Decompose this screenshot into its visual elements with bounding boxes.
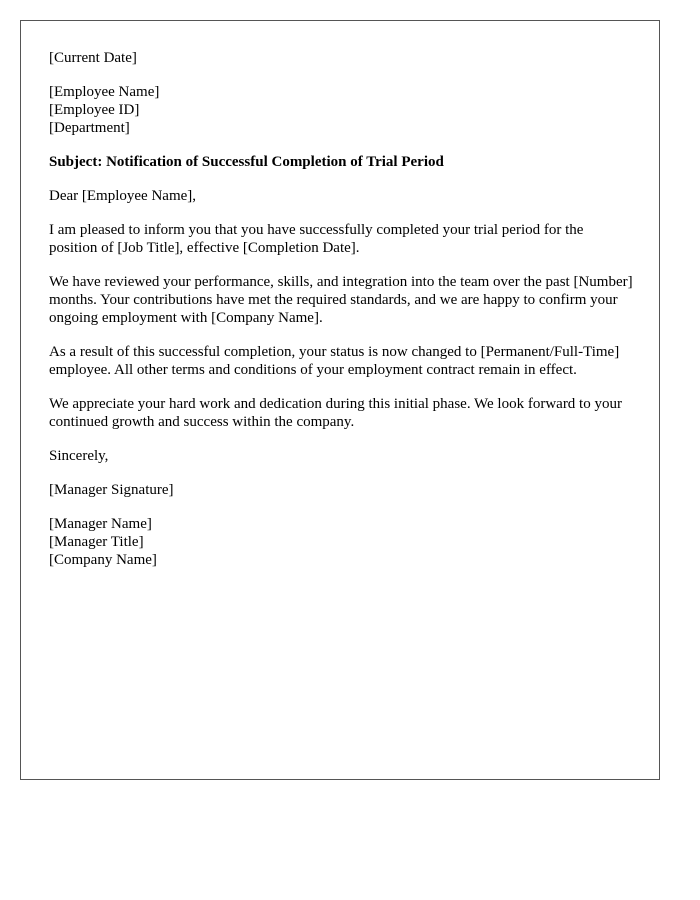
letter-content: [49, 49, 634, 585]
recipient-department: [Department]: [49, 120, 130, 136]
body-paragraph-1: I am pleased to inform you that you have successfully completed your trial period for the position of [Job Title], effective [Completion Date].: [49, 222, 584, 256]
sender-company: [Company Name]: [49, 552, 157, 568]
salutation: Dear [Employee Name],: [49, 188, 197, 204]
sender-block: [49, 515, 634, 569]
body-paragraph-2: We have reviewed your performance, skills, and integration into the team over the past [Number] months. Your contributions have met the required standards, and we are happy to confirm your ongoing employment with [Company Name].: [49, 274, 633, 326]
recipient-id: [Employee ID]: [49, 102, 140, 118]
letter-subject: Subject: Notification of Successful Completion of Trial Period: [49, 154, 444, 170]
date-block: [49, 49, 634, 67]
closing: Sincerely,: [49, 448, 109, 464]
sender-title: [Manager Title]: [49, 534, 144, 550]
sender-name: [Manager Name]: [49, 516, 152, 532]
signature-placeholder: [Manager Signature]: [49, 482, 174, 498]
body-paragraph-4: We appreciate your hard work and dedication during this initial phase. We look forward to your continued growth and success within the company.: [49, 396, 622, 430]
letter-page: [20, 20, 660, 780]
recipient-block: [49, 83, 634, 137]
recipient-name: [Employee Name]: [49, 84, 160, 100]
body-paragraph-3: As a result of this successful completion, your status is now changed to [Permanent/Full-Time] employee. All other terms and conditions of your employment contract remain in effect.: [49, 344, 620, 378]
letter-date: [Current Date]: [49, 50, 137, 66]
